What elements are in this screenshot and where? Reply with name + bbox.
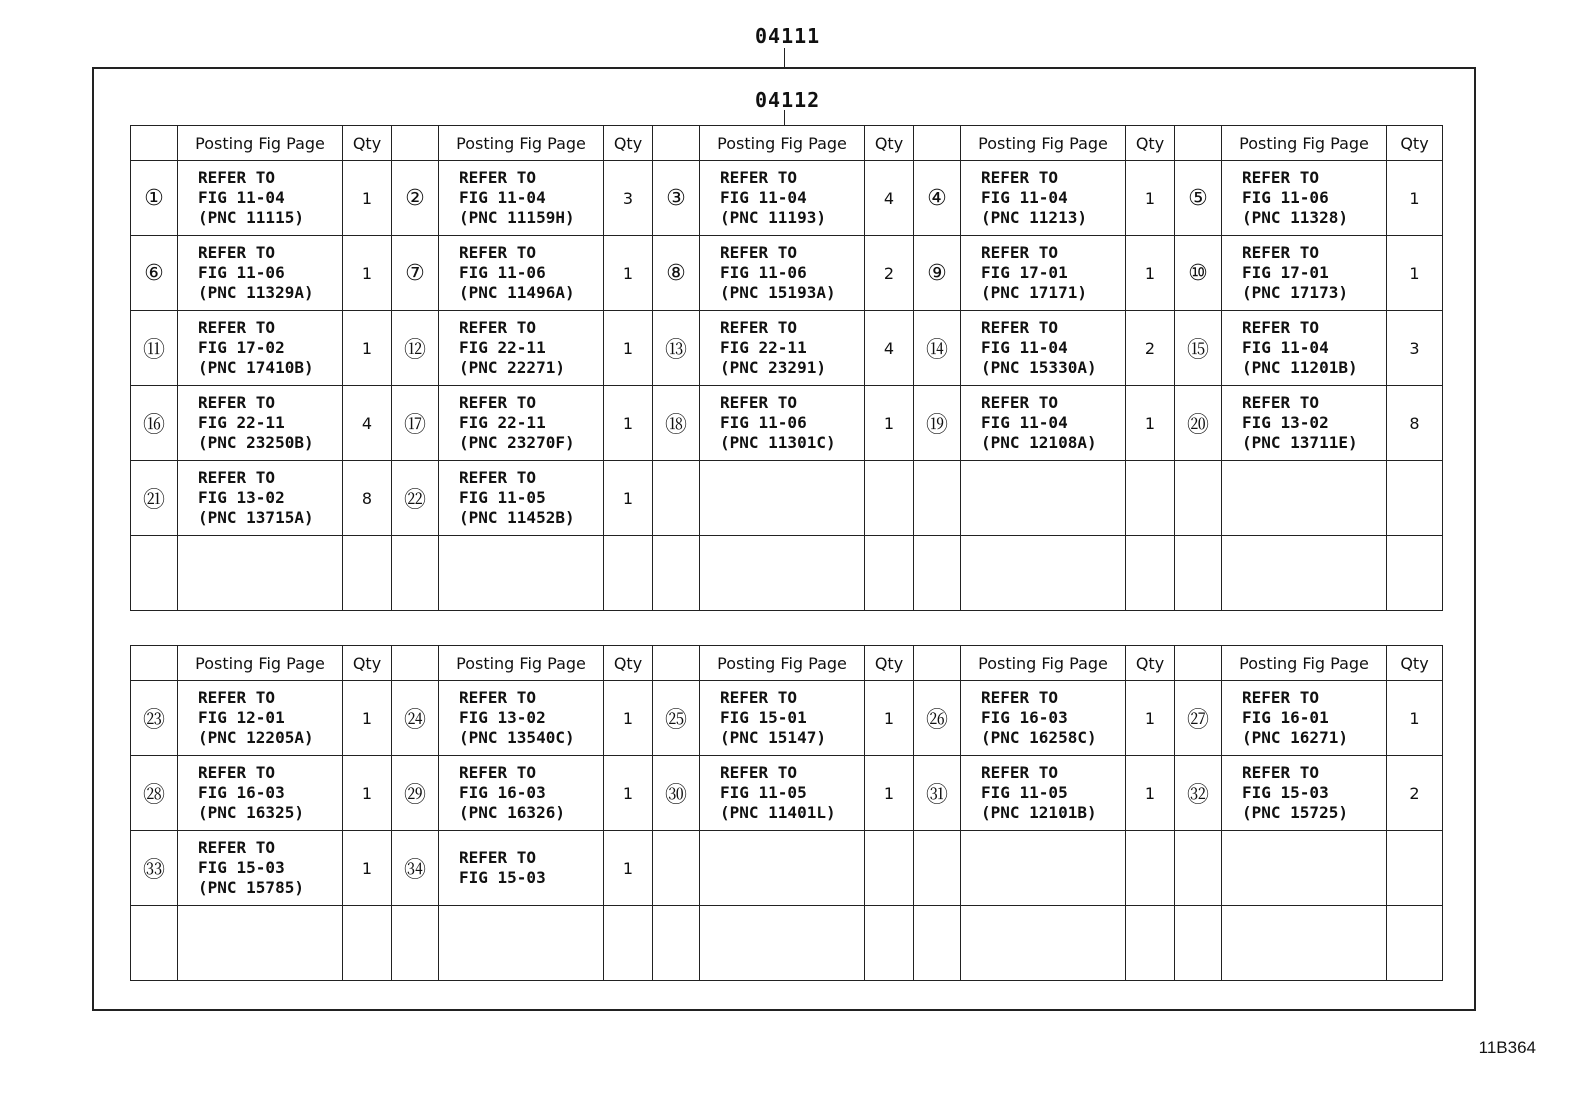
callout-number: ㉕ bbox=[653, 681, 700, 756]
header-qty: Qty bbox=[1126, 126, 1175, 161]
quantity: 1 bbox=[343, 681, 392, 756]
quantity bbox=[343, 536, 392, 611]
quantity bbox=[1387, 536, 1443, 611]
posting-reference: REFER TO FIG 16-03 (PNC 16325) bbox=[178, 756, 343, 831]
callout-number: ㉙ bbox=[392, 756, 439, 831]
posting-reference bbox=[1222, 536, 1387, 611]
header-qty: Qty bbox=[1387, 126, 1443, 161]
posting-reference: REFER TO FIG 11-05 (PNC 11452B) bbox=[439, 461, 604, 536]
callout-number bbox=[653, 461, 700, 536]
assembly-label-outer: 04111 bbox=[755, 24, 821, 48]
posting-reference: REFER TO FIG 12-01 (PNC 12205A) bbox=[178, 681, 343, 756]
quantity: 1 bbox=[343, 236, 392, 311]
callout-number: ⑰ bbox=[392, 386, 439, 461]
quantity: 1 bbox=[604, 681, 653, 756]
table-row bbox=[131, 311, 1443, 386]
posting-reference: REFER TO FIG 11-05 (PNC 12101B) bbox=[961, 756, 1126, 831]
callout-number bbox=[914, 906, 961, 981]
posting-reference bbox=[700, 536, 865, 611]
table-row bbox=[131, 906, 1443, 981]
quantity: 1 bbox=[604, 311, 653, 386]
posting-reference bbox=[961, 831, 1126, 906]
callout-number: ㉘ bbox=[131, 756, 178, 831]
quantity: 2 bbox=[1387, 756, 1443, 831]
callout-number: ㉞ bbox=[392, 831, 439, 906]
quantity: 2 bbox=[865, 236, 914, 311]
posting-reference: REFER TO FIG 11-04 (PNC 11159H) bbox=[439, 161, 604, 236]
quantity: 1 bbox=[343, 161, 392, 236]
callout-number: ⑦ bbox=[392, 236, 439, 311]
callout-number: ⑨ bbox=[914, 236, 961, 311]
callout-number: ⑮ bbox=[1175, 311, 1222, 386]
callout-number: ③ bbox=[653, 161, 700, 236]
table-row bbox=[131, 461, 1443, 536]
quantity: 1 bbox=[1126, 386, 1175, 461]
header-number-cell bbox=[392, 646, 439, 681]
posting-reference bbox=[961, 906, 1126, 981]
quantity: 1 bbox=[604, 756, 653, 831]
header-qty: Qty bbox=[604, 646, 653, 681]
posting-reference bbox=[700, 461, 865, 536]
header-number-cell bbox=[914, 646, 961, 681]
posting-reference: REFER TO FIG 13-02 (PNC 13711E) bbox=[1222, 386, 1387, 461]
header-qty: Qty bbox=[343, 126, 392, 161]
quantity bbox=[1126, 906, 1175, 981]
quantity bbox=[865, 906, 914, 981]
callout-number: ㉑ bbox=[131, 461, 178, 536]
table-row bbox=[131, 536, 1443, 611]
posting-reference bbox=[1222, 831, 1387, 906]
quantity: 8 bbox=[343, 461, 392, 536]
quantity: 1 bbox=[865, 386, 914, 461]
posting-reference: REFER TO FIG 11-04 (PNC 11193) bbox=[700, 161, 865, 236]
posting-reference: REFER TO FIG 11-04 (PNC 15330A) bbox=[961, 311, 1126, 386]
quantity: 1 bbox=[1126, 236, 1175, 311]
callout-number bbox=[914, 461, 961, 536]
posting-reference bbox=[961, 461, 1126, 536]
quantity: 1 bbox=[865, 681, 914, 756]
header-number-cell bbox=[131, 646, 178, 681]
callout-number: ⑱ bbox=[653, 386, 700, 461]
callout-number: ④ bbox=[914, 161, 961, 236]
posting-reference: REFER TO FIG 22-11 (PNC 23250B) bbox=[178, 386, 343, 461]
quantity: 1 bbox=[1126, 756, 1175, 831]
posting-reference: REFER TO FIG 11-06 (PNC 11328) bbox=[1222, 161, 1387, 236]
callout-number: ㉛ bbox=[914, 756, 961, 831]
callout-number: ⑲ bbox=[914, 386, 961, 461]
quantity bbox=[1387, 906, 1443, 981]
quantity: 2 bbox=[1126, 311, 1175, 386]
posting-reference bbox=[1222, 461, 1387, 536]
posting-reference: REFER TO FIG 22-11 (PNC 23291) bbox=[700, 311, 865, 386]
header-qty: Qty bbox=[865, 126, 914, 161]
header-row bbox=[131, 126, 1443, 161]
quantity: 4 bbox=[865, 161, 914, 236]
header-qty: Qty bbox=[1126, 646, 1175, 681]
quantity: 1 bbox=[604, 386, 653, 461]
callout-number bbox=[1175, 536, 1222, 611]
quantity: 1 bbox=[1387, 236, 1443, 311]
header-number-cell bbox=[914, 126, 961, 161]
posting-reference bbox=[700, 831, 865, 906]
callout-number: ⑩ bbox=[1175, 236, 1222, 311]
posting-reference: REFER TO FIG 15-03 bbox=[439, 831, 604, 906]
header-posting: Posting Fig Page bbox=[961, 126, 1126, 161]
quantity: 1 bbox=[1387, 161, 1443, 236]
callout-number: ⑫ bbox=[392, 311, 439, 386]
callout-number: ⑤ bbox=[1175, 161, 1222, 236]
callout-number: ⑧ bbox=[653, 236, 700, 311]
posting-reference: REFER TO FIG 15-01 (PNC 15147) bbox=[700, 681, 865, 756]
quantity: 1 bbox=[865, 756, 914, 831]
callout-number bbox=[1175, 906, 1222, 981]
posting-reference bbox=[961, 536, 1126, 611]
header-qty: Qty bbox=[865, 646, 914, 681]
header-number-cell bbox=[1175, 126, 1222, 161]
callout-number: ⑬ bbox=[653, 311, 700, 386]
header-posting: Posting Fig Page bbox=[178, 646, 343, 681]
callout-number: ㉖ bbox=[914, 681, 961, 756]
posting-reference bbox=[178, 906, 343, 981]
callout-number: ㉓ bbox=[131, 681, 178, 756]
callout-number bbox=[653, 536, 700, 611]
header-number-cell bbox=[131, 126, 178, 161]
posting-reference: REFER TO FIG 11-06 (PNC 11496A) bbox=[439, 236, 604, 311]
table-row bbox=[131, 831, 1443, 906]
header-posting: Posting Fig Page bbox=[1222, 126, 1387, 161]
posting-reference bbox=[1222, 906, 1387, 981]
callout-number bbox=[653, 831, 700, 906]
quantity: 3 bbox=[604, 161, 653, 236]
quantity bbox=[604, 906, 653, 981]
callout-number: ㉝ bbox=[131, 831, 178, 906]
posting-reference: REFER TO FIG 22-11 (PNC 22271) bbox=[439, 311, 604, 386]
posting-reference: REFER TO FIG 17-01 (PNC 17173) bbox=[1222, 236, 1387, 311]
quantity: 1 bbox=[343, 311, 392, 386]
posting-reference bbox=[178, 536, 343, 611]
callout-number bbox=[131, 536, 178, 611]
header-posting: Posting Fig Page bbox=[439, 646, 604, 681]
table-row bbox=[131, 236, 1443, 311]
quantity bbox=[865, 831, 914, 906]
callout-number: ⑯ bbox=[131, 386, 178, 461]
header-posting: Posting Fig Page bbox=[700, 126, 865, 161]
figure-code: 11B364 bbox=[1478, 1038, 1536, 1057]
posting-reference: REFER TO FIG 15-03 (PNC 15725) bbox=[1222, 756, 1387, 831]
quantity: 4 bbox=[343, 386, 392, 461]
quantity bbox=[1126, 461, 1175, 536]
callout-number bbox=[1175, 831, 1222, 906]
quantity: 1 bbox=[604, 236, 653, 311]
callout-number bbox=[131, 906, 178, 981]
callout-number bbox=[914, 536, 961, 611]
callout-number: ⑳ bbox=[1175, 386, 1222, 461]
posting-reference bbox=[439, 906, 604, 981]
posting-reference: REFER TO FIG 11-04 (PNC 12108A) bbox=[961, 386, 1126, 461]
posting-reference: REFER TO FIG 11-06 (PNC 11329A) bbox=[178, 236, 343, 311]
quantity: 1 bbox=[604, 461, 653, 536]
posting-reference: REFER TO FIG 11-06 (PNC 15193A) bbox=[700, 236, 865, 311]
leader-line-outer bbox=[784, 48, 785, 67]
callout-number: ㉜ bbox=[1175, 756, 1222, 831]
header-number-cell bbox=[392, 126, 439, 161]
callout-number: ① bbox=[131, 161, 178, 236]
header-posting: Posting Fig Page bbox=[1222, 646, 1387, 681]
posting-reference: REFER TO FIG 16-03 (PNC 16326) bbox=[439, 756, 604, 831]
header-number-cell bbox=[653, 646, 700, 681]
quantity: 1 bbox=[604, 831, 653, 906]
quantity: 1 bbox=[1387, 681, 1443, 756]
table-row bbox=[131, 386, 1443, 461]
quantity bbox=[343, 906, 392, 981]
quantity bbox=[865, 461, 914, 536]
callout-number: ㉗ bbox=[1175, 681, 1222, 756]
assembly-label-inner: 04112 bbox=[755, 88, 821, 112]
posting-reference bbox=[439, 536, 604, 611]
parts-table-lower bbox=[130, 645, 1443, 981]
posting-reference: REFER TO FIG 17-02 (PNC 17410B) bbox=[178, 311, 343, 386]
posting-reference: REFER TO FIG 16-01 (PNC 16271) bbox=[1222, 681, 1387, 756]
callout-number: ㉔ bbox=[392, 681, 439, 756]
callout-number: ⑥ bbox=[131, 236, 178, 311]
header-posting: Posting Fig Page bbox=[961, 646, 1126, 681]
posting-reference: REFER TO FIG 13-02 (PNC 13540C) bbox=[439, 681, 604, 756]
posting-reference: REFER TO FIG 11-05 (PNC 11401L) bbox=[700, 756, 865, 831]
header-row bbox=[131, 646, 1443, 681]
quantity bbox=[1387, 831, 1443, 906]
quantity: 3 bbox=[1387, 311, 1443, 386]
posting-reference: REFER TO FIG 16-03 (PNC 16258C) bbox=[961, 681, 1126, 756]
leader-line-inner bbox=[784, 110, 785, 125]
header-number-cell bbox=[653, 126, 700, 161]
posting-reference: REFER TO FIG 15-03 (PNC 15785) bbox=[178, 831, 343, 906]
posting-reference: REFER TO FIG 22-11 (PNC 23270F) bbox=[439, 386, 604, 461]
table-row bbox=[131, 756, 1443, 831]
callout-number bbox=[392, 536, 439, 611]
quantity: 1 bbox=[1126, 161, 1175, 236]
header-posting: Posting Fig Page bbox=[700, 646, 865, 681]
posting-reference: REFER TO FIG 11-04 (PNC 11201B) bbox=[1222, 311, 1387, 386]
quantity bbox=[604, 536, 653, 611]
quantity bbox=[1126, 831, 1175, 906]
parts-table-upper bbox=[130, 125, 1443, 611]
quantity: 1 bbox=[1126, 681, 1175, 756]
header-posting: Posting Fig Page bbox=[439, 126, 604, 161]
callout-number: ㉚ bbox=[653, 756, 700, 831]
quantity: 1 bbox=[343, 831, 392, 906]
table-row bbox=[131, 681, 1443, 756]
callout-number bbox=[653, 906, 700, 981]
header-qty: Qty bbox=[1387, 646, 1443, 681]
quantity: 1 bbox=[343, 756, 392, 831]
callout-number: ⑭ bbox=[914, 311, 961, 386]
quantity: 8 bbox=[1387, 386, 1443, 461]
quantity bbox=[1126, 536, 1175, 611]
callout-number bbox=[914, 831, 961, 906]
callout-number bbox=[1175, 461, 1222, 536]
posting-reference: REFER TO FIG 11-06 (PNC 11301C) bbox=[700, 386, 865, 461]
callout-number: ⑪ bbox=[131, 311, 178, 386]
posting-reference: REFER TO FIG 11-04 (PNC 11213) bbox=[961, 161, 1126, 236]
header-number-cell bbox=[1175, 646, 1222, 681]
callout-number: ㉒ bbox=[392, 461, 439, 536]
quantity bbox=[865, 536, 914, 611]
header-qty: Qty bbox=[604, 126, 653, 161]
posting-reference: REFER TO FIG 17-01 (PNC 17171) bbox=[961, 236, 1126, 311]
posting-reference: REFER TO FIG 13-02 (PNC 13715A) bbox=[178, 461, 343, 536]
header-posting: Posting Fig Page bbox=[178, 126, 343, 161]
quantity bbox=[1387, 461, 1443, 536]
posting-reference: REFER TO FIG 11-04 (PNC 11115) bbox=[178, 161, 343, 236]
posting-reference bbox=[700, 906, 865, 981]
table-row bbox=[131, 161, 1443, 236]
quantity: 4 bbox=[865, 311, 914, 386]
callout-number bbox=[392, 906, 439, 981]
callout-number: ② bbox=[392, 161, 439, 236]
header-qty: Qty bbox=[343, 646, 392, 681]
